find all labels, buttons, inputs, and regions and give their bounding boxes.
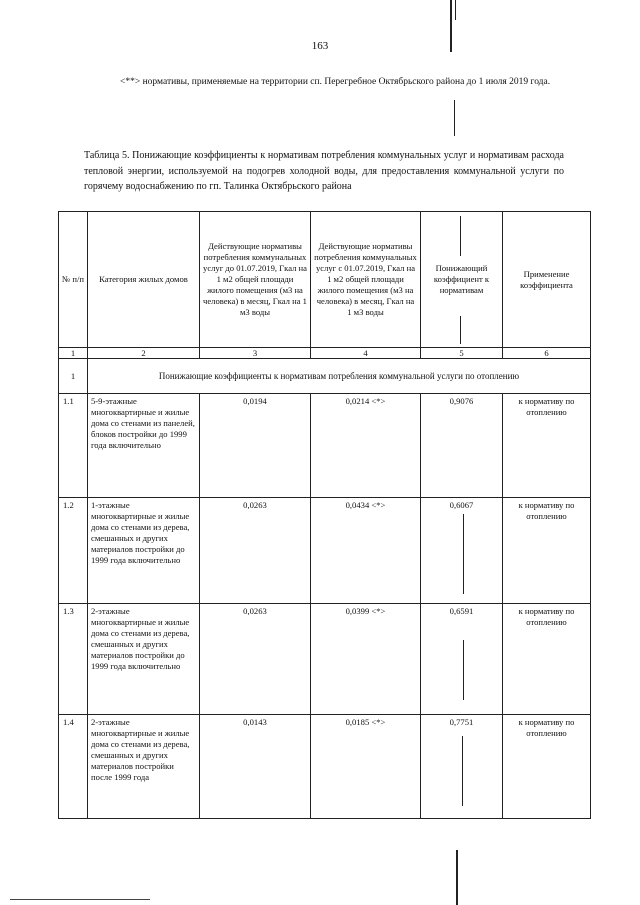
coefficients-table (58, 211, 591, 819)
header-num: № п/п (59, 212, 88, 348)
row-norm-before: 0,0194 (200, 394, 311, 498)
row-norm-before: 0,0263 (200, 604, 311, 715)
row-number: 1.3 (59, 604, 88, 715)
scan-artifact-mid (454, 100, 455, 136)
row-number: 1.1 (59, 394, 88, 498)
footnote-text: <**> нормативы, применяемые на территории сп. Перегребное Октябрьского района до 1 июля 2019 года. (120, 77, 551, 87)
row-number: 1.4 (59, 715, 88, 819)
row-coefficient: 0,6591 (421, 604, 503, 715)
scan-artifact-bottom (456, 850, 458, 905)
row-coefficient: 0,7751 (421, 715, 503, 819)
row-number: 1.2 (59, 498, 88, 604)
header-norm-before: Действующие нормативы потребления коммунальных услуг до 01.07.2019, Гкал на 1 м2 общей площади жилого помещения (м3 на человека) в месяц, Гкал на 1 м3 воды (200, 212, 311, 348)
scan-artifact-top-2 (455, 0, 456, 20)
row-norm-after: 0,0185 <*> (311, 715, 421, 819)
section-number: 1 (59, 359, 88, 394)
table-header-row (59, 212, 591, 348)
row-application: к нормативу по отоплению (503, 715, 591, 819)
row-application: к нормативу по отоплению (503, 394, 591, 498)
header-category: Категория жилых домов (88, 212, 200, 348)
table-row (59, 715, 591, 819)
row-category: 5-9-этажные многоквартирные и жилые дома со стенами из панелей, блоков постройки до 1999 года включительно (88, 394, 200, 498)
column-number: 1 (59, 348, 88, 359)
row-norm-after: 0,0399 <*> (311, 604, 421, 715)
row-category: 2-этажные многоквартирные и жилые дома со стенами из дерева, смешанных и других материалов постройки после 1999 года (88, 715, 200, 819)
scan-artifact-bottom-line (10, 899, 150, 900)
table-row (59, 604, 591, 715)
row-norm-before: 0,0263 (200, 498, 311, 604)
row-application: к нормативу по отоплению (503, 604, 591, 715)
header-application: Применение коэффициента (503, 212, 591, 348)
column-number: 2 (88, 348, 200, 359)
row-category: 2-этажные многоквартирные и жилые дома со стенами из дерева, смешанных и других материалов постройки до 1999 года включительно (88, 604, 200, 715)
header-coefficient: Понижающий коэффициент к нормативам (421, 212, 503, 348)
column-number: 4 (311, 348, 421, 359)
row-coefficient: 0,9076 (421, 394, 503, 498)
column-number: 3 (200, 348, 311, 359)
row-norm-before: 0,0143 (200, 715, 311, 819)
section-row (59, 359, 591, 394)
table-caption: Таблица 5. Понижающие коэффициенты к нормативам потребления коммунальных услуг и нормативам расхода тепловой энергии, используемой на подогрев холодной воды, для предоставления коммунальной услуги по горячему водоснабжению по гп. Талинка Октябрьского района (84, 150, 564, 192)
table-row (59, 394, 591, 498)
row-coefficient: 0,6067 (421, 498, 503, 604)
column-number: 6 (503, 348, 591, 359)
column-number-row (59, 348, 591, 359)
footnote (84, 74, 562, 90)
column-number: 5 (421, 348, 503, 359)
table-row (59, 498, 591, 604)
row-category: 1-этажные многоквартирные и жилые дома со стенами из дерева, смешанных и других материалов постройки до 1999 года включительно (88, 498, 200, 604)
row-norm-after: 0,0434 <*> (311, 498, 421, 604)
section-title: Понижающие коэффициенты к нормативам потребления коммунальной услуги по отоплению (88, 359, 591, 394)
page-number: 163 (311, 40, 329, 52)
header-norm-after: Действующие нормативы потребления коммунальных услуг с 01.07.2019, Гкал на 1 м2 общей площади жилого помещения (м3 на человека) в месяц, Гкал на 1 м3 воды (311, 212, 421, 348)
row-norm-after: 0,0214 <*> (311, 394, 421, 498)
row-application: к нормативу по отоплению (503, 498, 591, 604)
